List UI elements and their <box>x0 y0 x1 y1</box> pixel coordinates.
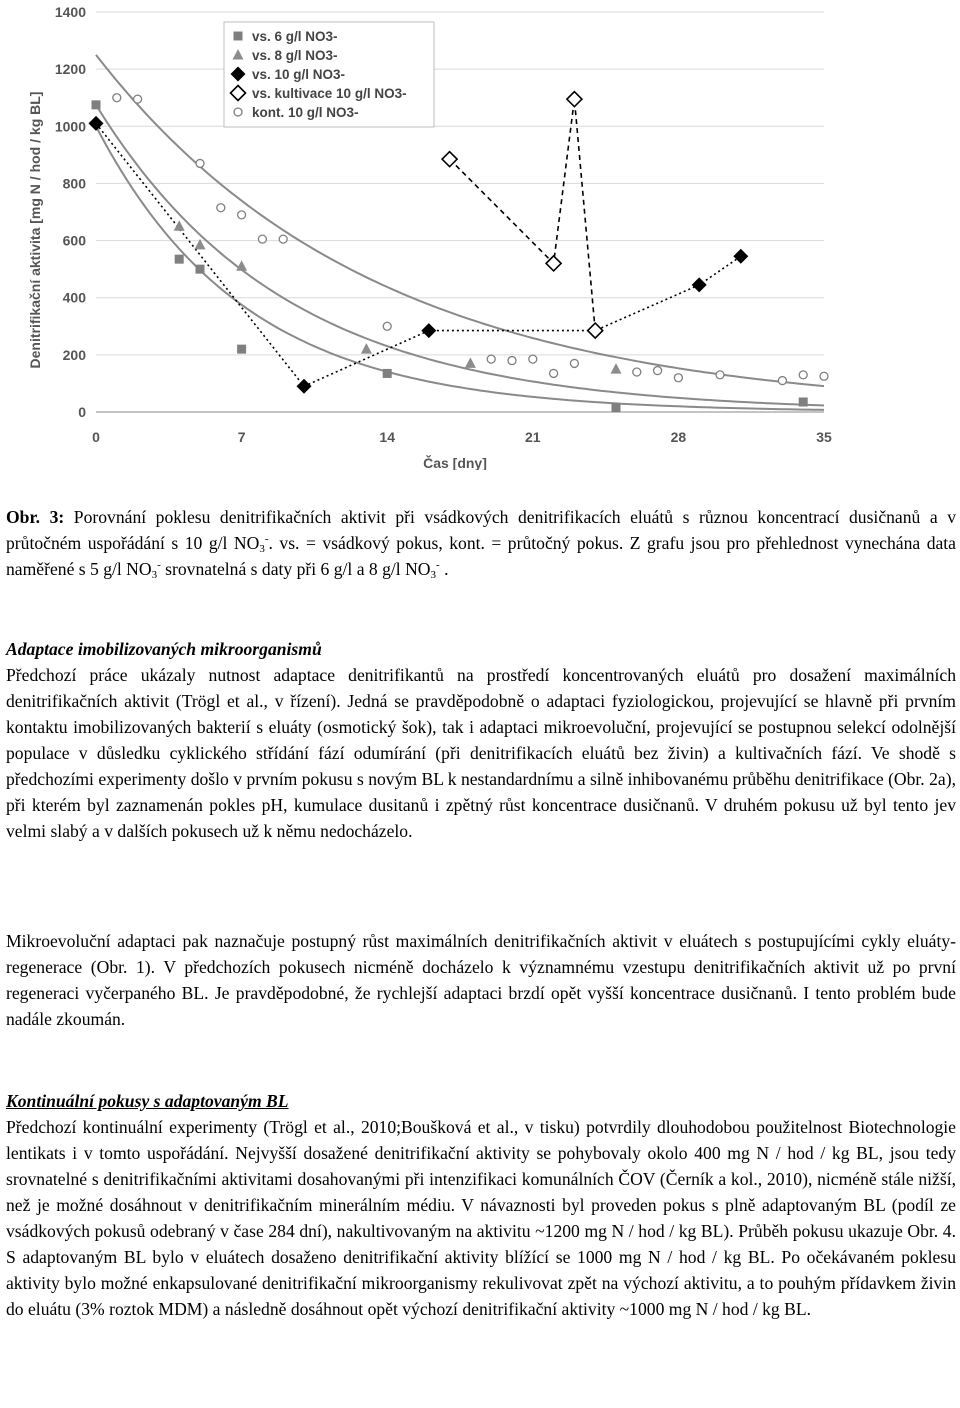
data-point <box>89 116 104 131</box>
data-points <box>89 92 829 413</box>
data-point <box>799 398 808 407</box>
data-point <box>588 323 603 338</box>
y-tick-label: 600 <box>62 232 86 249</box>
section-body-kontinualni: Předchozí kontinuální experimenty (Trögl et al., 2010;Boušková et al., v tisku) potvrdily dlouhodobou použitelnost Biotechnologie lentikats i v tomto uspořádání. Nejvyšší dosažené denitrifikační aktivity se pohybovaly okolo 400 mg N / hod / kg BL, jsou tedy srovnatelné s denitrifikačními aktivitami dosahovanými při intenzifikaci komunálních ČOV (Černík a kol., 2010), nicméně stále nižší, než je možné dosáhnout v denitrifikačním minerálním médiu. V návaznosti byl proveden pokus s plně adaptovaným BL (podíl ze vsádkových pokusů odebraný v čase 284 dní), nakultivovaným na aktivitu ~1200 mg N / hod / kg BL). Průběh pokusu ukazuje Obr. 4. S adaptovaným BL bylo v eluátech dosaženo denitrifikační aktivity blížící se 1000 mg N / hod / kg BL. Po očekávaném poklesu aktivity bylo možné enkapsulované denitrifikační mikroorganismy rekulivovat zpět na výchozí aktivitu, a to pouhým přídavkem živin do eluátu (3% roztok MDM) a následně dosáhnout opět výchozí denitrifikační aktivity ~1000 mg N / hod / kg BL. <box>6 1117 956 1319</box>
data-point <box>465 357 476 368</box>
tick-labels <box>55 4 832 445</box>
data-point <box>733 249 748 264</box>
section-kontinualni <box>6 1088 956 1322</box>
data-point <box>196 159 204 167</box>
data-point <box>217 204 225 212</box>
data-point <box>175 255 184 264</box>
x-tick-label: 21 <box>525 429 541 445</box>
caption-sup-3: - <box>436 559 440 571</box>
trend-curve-4 <box>96 55 824 386</box>
data-point <box>692 277 707 292</box>
y-tick-label: 1400 <box>54 4 86 20</box>
x-tick-label: 14 <box>379 429 395 445</box>
data-point <box>612 403 621 412</box>
legend-marker <box>234 32 243 41</box>
legend-label: vs. 10 g/l NO3- <box>252 67 346 82</box>
y-tick-label: 800 <box>62 175 86 192</box>
data-point <box>567 92 582 107</box>
caption-sub-1: 3 <box>259 543 265 555</box>
caption-end: . <box>439 559 449 579</box>
data-point <box>674 374 682 382</box>
data-point <box>279 235 287 243</box>
legend-label: vs. 8 g/l NO3- <box>252 48 338 63</box>
y-tick-label: 0 <box>78 404 86 420</box>
caption-sub-3: 3 <box>430 569 437 581</box>
x-tick-label: 7 <box>237 429 246 445</box>
data-point <box>361 343 372 354</box>
data-point <box>196 265 205 274</box>
y-axis-label: Denitrifikační aktivita [mg N / hod / kg BL] <box>27 91 43 369</box>
series-lines <box>96 99 741 386</box>
data-point <box>92 100 101 109</box>
data-point <box>716 371 724 379</box>
data-point <box>421 323 436 338</box>
legend-marker <box>234 108 242 116</box>
caption-text-3: srovnatelná s daty při 6 g/l a 8 g/l NO <box>160 559 431 579</box>
caption-text-1: Porovnání poklesu denitrifikačních aktivit při vsádkových denitrifikacích eluátů s různou koncentrací dusičnanů a v průtočném uspořádání s 10 g/l NO <box>6 507 957 553</box>
section-body-adaptace: Předchozí práce ukázaly nutnost adaptace denitrifikantů na prostředí koncentrovaných eluátů pro dosažení maximálních denitrifikačních aktivit (Trögl et al., v řízení). Jedná se pravděpodobně o adaptaci fyziologickou, projevující se hlavně při prvním kontaktu imobilizovaných bakterií s eluáty (osmotický šok), tak i adaptaci mikroevoluční, projevující se postupnou selekcí odolnější populace v důsledku cyklického střídání fází odumírání (při denitrifikacích eluátů bez živin) a kultivačních fází. Ve shodě s předchozími experimenty došlo v prvním pokusu s novým BL k nestandardnímu a silně inhibovanému průběhu denitrifikace (Obr. 2a), při kterém byl zaznamenán pokles pH, kumulace dusitanů i zpětný růst koncentrace dusičnanů. V druhém pokusu už byl tento jev velmi slabý a v dalších pokusech už k němu nedocházelo. <box>6 665 956 841</box>
x-axis-label: Čas [dny] <box>423 455 487 470</box>
data-point <box>236 260 247 271</box>
data-point <box>778 377 786 385</box>
chart-grid <box>96 12 824 412</box>
data-point <box>529 355 537 363</box>
data-point <box>383 369 392 378</box>
data-point <box>258 235 266 243</box>
x-tick-label: 35 <box>816 429 832 445</box>
y-tick-label: 400 <box>62 289 86 306</box>
data-point <box>297 379 312 394</box>
legend-label: vs. kultivace 10 g/l NO3- <box>252 86 407 101</box>
caption-label: Obr. <box>6 507 41 527</box>
data-point <box>134 95 142 103</box>
data-point <box>820 372 828 380</box>
legend-label: vs. 6 g/l NO3- <box>252 29 338 44</box>
data-point <box>550 369 558 377</box>
series-line-3 <box>450 99 596 331</box>
section-heading-kontinualni: Kontinuální pokusy s adaptovaným BL <box>6 1091 289 1111</box>
data-point <box>570 359 578 367</box>
caption-sup-1: - <box>264 533 269 545</box>
legend-label: kont. 10 g/l NO3- <box>252 105 359 120</box>
data-point <box>799 371 807 379</box>
activity-chart <box>0 0 960 470</box>
y-tick-label: 1200 <box>54 61 86 78</box>
x-tick-label: 28 <box>670 429 687 445</box>
caption-sub-2: 3 <box>151 569 158 581</box>
section-heading-adaptace: Adaptace imobilizovaných mikroorganismů <box>6 639 322 659</box>
data-point <box>633 368 641 376</box>
data-point <box>442 152 457 167</box>
figure-caption <box>6 504 956 582</box>
caption-sup-2: - <box>157 559 161 571</box>
section-mikroevoluce <box>6 928 956 1032</box>
section-body-mikroevoluce: Mikroevoluční adaptaci pak naznačuje postupný růst maximálních denitrifikačních aktivit v eluátech s postupujícími cykly eluáty-regenerace (Obr. 1). V předchozích pokusech nicméně docházelo k významnému vzestupu denitrifikačních aktivit už po první regeneraci vyčerpaného BL. Je pravděpodobné, že rychlejší adaptaci brzdí opět vyšší koncentrace dusičnanů. I tento problém bude nadále zkoumán. <box>6 931 956 1029</box>
data-point <box>654 367 662 375</box>
y-tick-label: 1000 <box>54 118 86 135</box>
trend-curve-1 <box>96 105 824 406</box>
x-tick-label: 0 <box>92 429 100 445</box>
legend <box>224 22 434 127</box>
caption-text-2: . vs. = vsádkový pokus, kont. = průtočný pokus. Z grafu jsou pro přehlednost vynechána data naměřené s 5 g/l NO <box>6 533 956 579</box>
data-point <box>487 355 495 363</box>
data-point <box>383 322 391 330</box>
trend-curves <box>96 55 824 410</box>
y-tick-label: 200 <box>62 346 86 363</box>
data-point <box>238 211 246 219</box>
data-point <box>611 363 622 374</box>
caption-number: 3: <box>49 507 65 527</box>
data-point <box>113 94 121 102</box>
data-point <box>174 220 185 231</box>
series-line-2 <box>96 123 741 386</box>
data-point <box>508 357 516 365</box>
section-adaptace <box>6 636 956 844</box>
data-point <box>237 345 246 354</box>
